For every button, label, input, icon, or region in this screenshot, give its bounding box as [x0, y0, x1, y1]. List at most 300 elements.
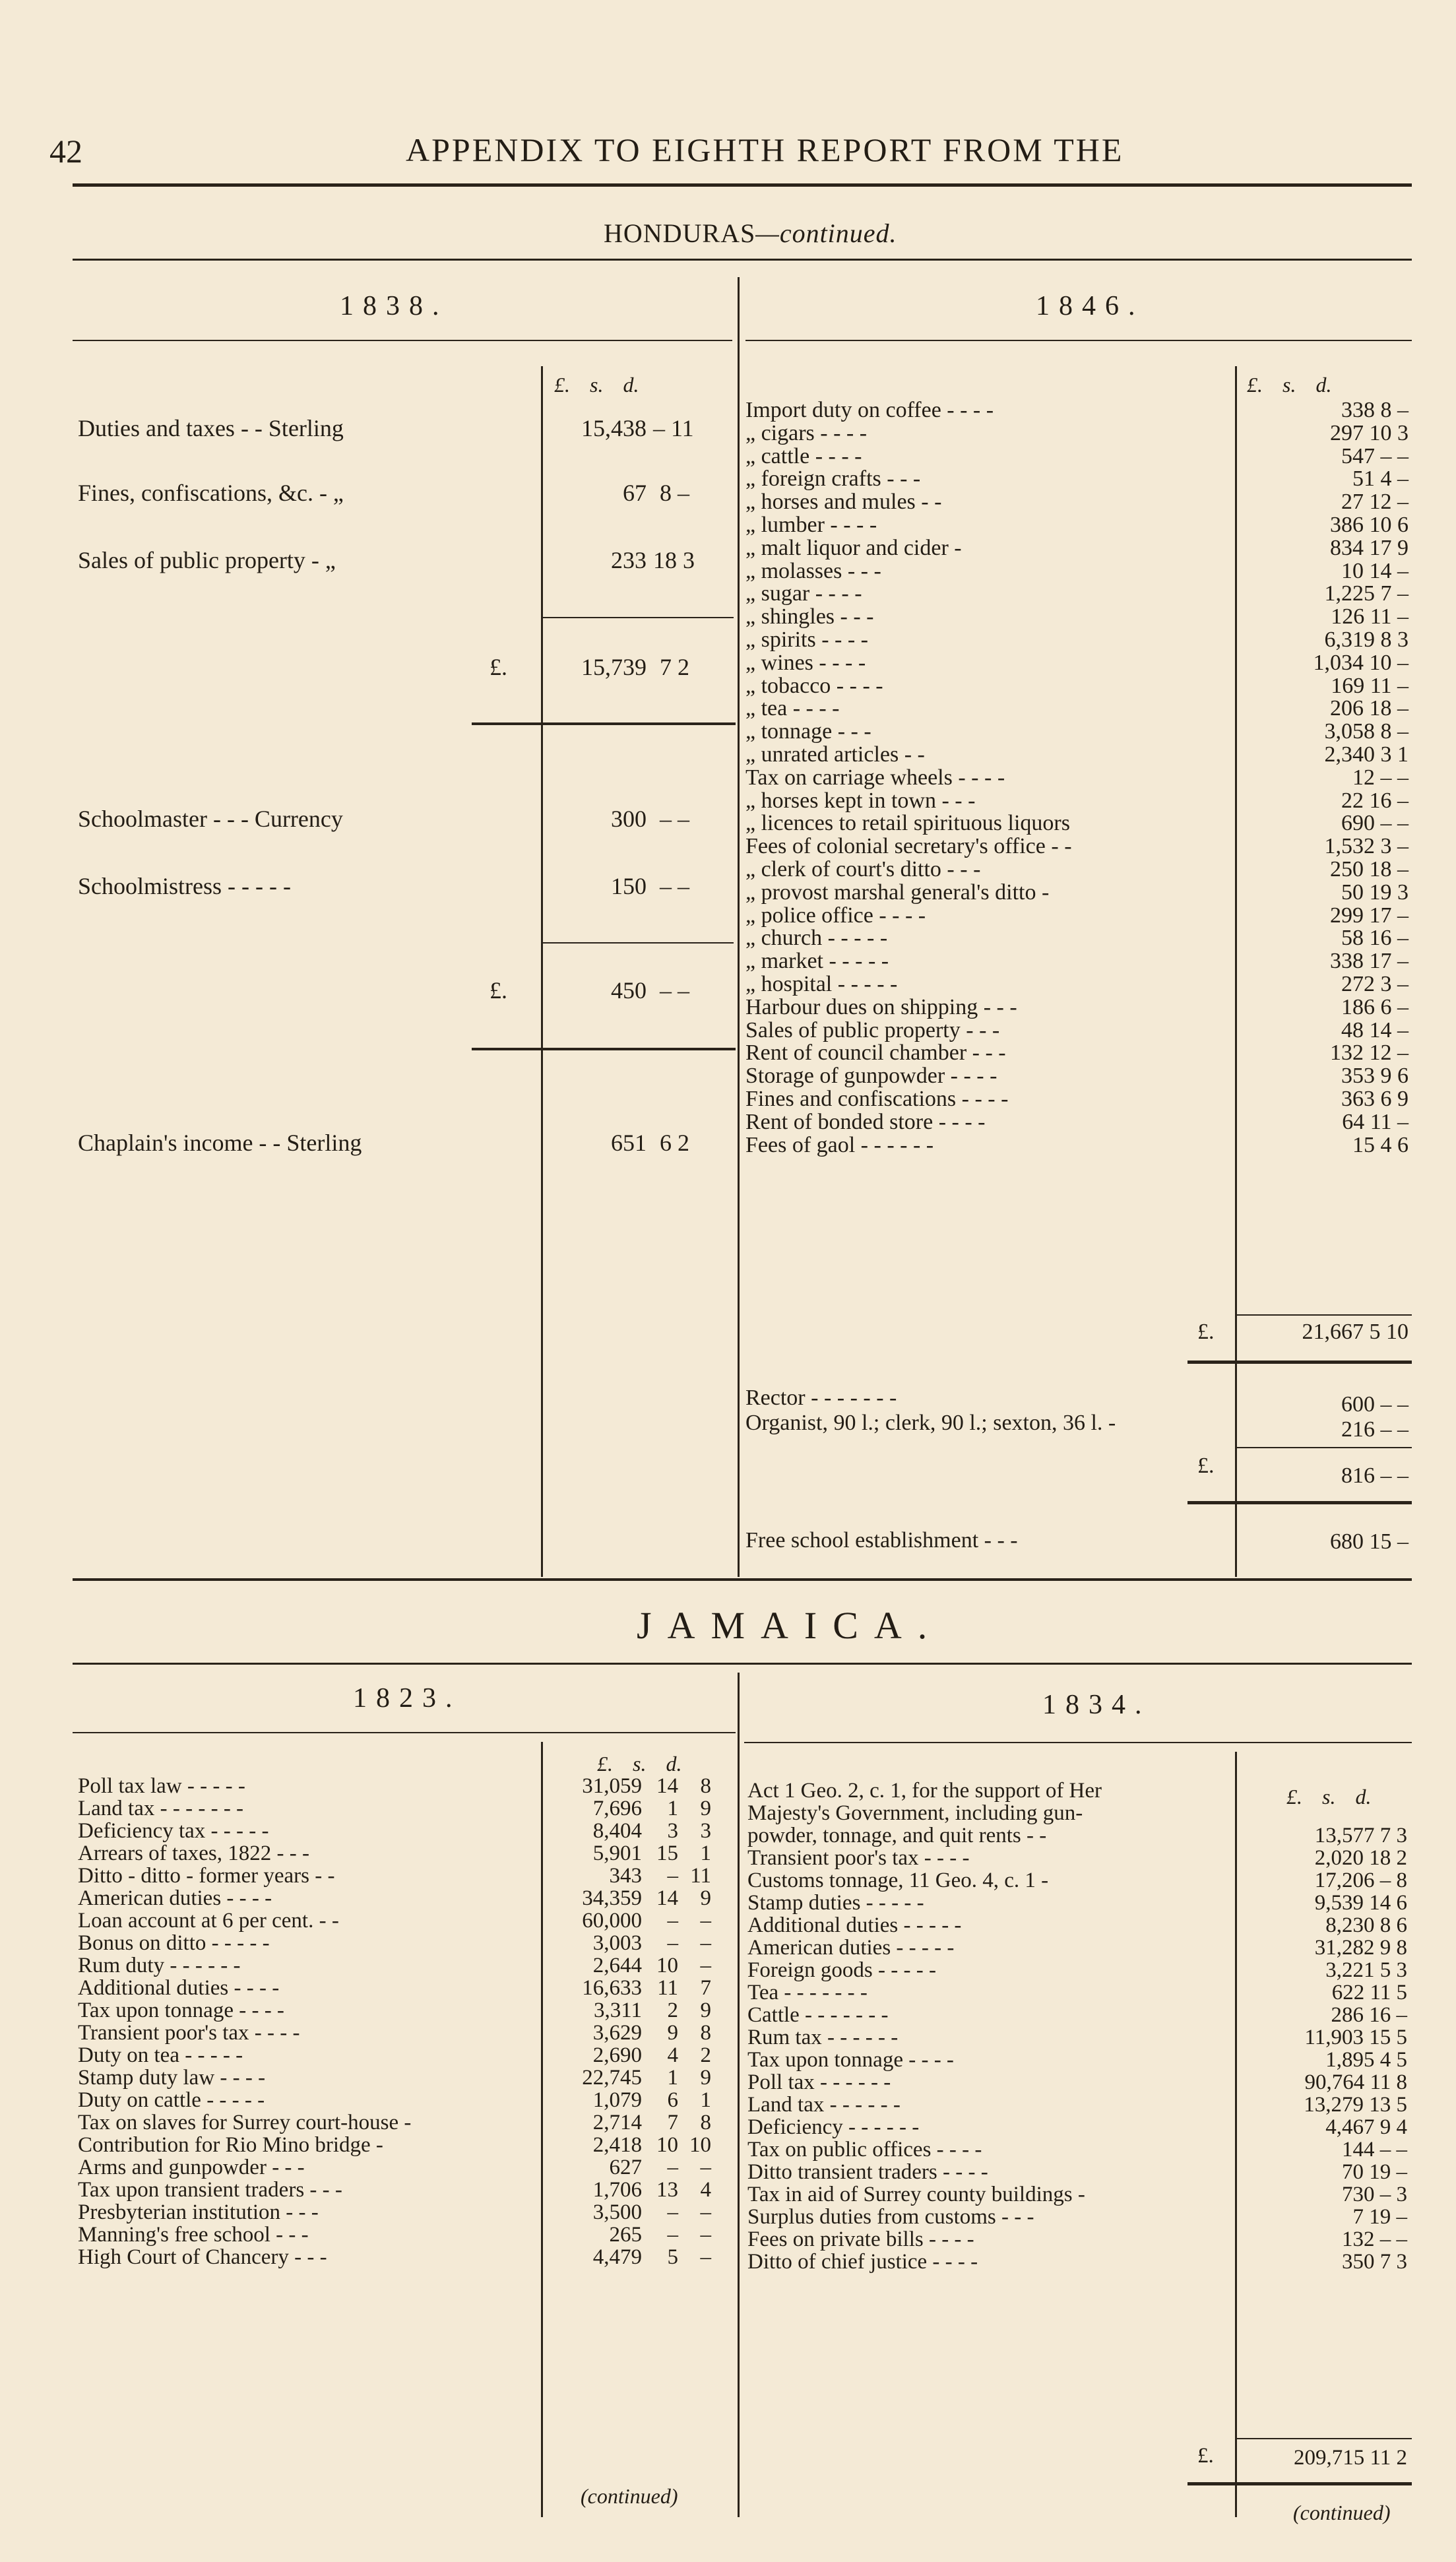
list-item [745, 468, 1412, 491]
h1846-amount: 15 4 6 [1352, 1132, 1409, 1157]
list-item [78, 1999, 738, 2022]
jamaica-top-rule [73, 1663, 1412, 1665]
h1846-label: Tax on carriage wheels - - - - [745, 765, 1005, 790]
list-item [78, 1865, 738, 1887]
j1834-label: Stamp duties - - - - - [747, 1891, 924, 1915]
rule-church-total [1187, 1501, 1412, 1504]
h1846-label: Sales of public property - - - [745, 1017, 1000, 1042]
j1834-label: Land tax - - - - - - [747, 2093, 901, 2117]
j1823-d: 10 [689, 2133, 711, 2157]
organist-label: Organist, 90 l.; clerk, 90 l.; sexton, 36 l. - [745, 1411, 1116, 1435]
honduras-top-rule [73, 259, 1412, 261]
list-item [745, 422, 1412, 445]
j1823-d: – [700, 1909, 711, 1933]
j1823-pounds: 627 [609, 2156, 642, 2179]
list-item [78, 2246, 738, 2268]
j1834-label: Tax on public offices - - - - [747, 2138, 982, 2162]
list-item [745, 445, 1412, 468]
j1823-label: Tax upon tonnage - - - - [78, 1999, 284, 2022]
j1823-pounds: 4,479 [592, 2245, 642, 2269]
h1846-total: 21,667 5 10 [1302, 1320, 1409, 1344]
j1823-s: 5 [667, 2245, 678, 2269]
j1823-pounds: 8,404 [592, 1819, 642, 1843]
j1834-amount: 70 19 – [1342, 2160, 1407, 2184]
h1838-row-pounds: 300 [611, 806, 647, 832]
h1846-amount: 12 – – [1352, 765, 1409, 790]
j1834-label: Ditto of chief justice - - - - [747, 2250, 978, 2274]
h1838-row-sd: 6 2 [660, 1130, 689, 1156]
h1846-label: Rent of bonded store - - - - [745, 1109, 986, 1134]
j1834-amount: 1,895 4 5 [1325, 2048, 1407, 2072]
h1838-row-sd: – – [660, 873, 689, 899]
j1823-pounds: 2,644 [592, 1954, 642, 1977]
h1846-amount: 1,532 3 – [1324, 834, 1409, 859]
list-item [745, 721, 1412, 744]
list-item [747, 2161, 1412, 2183]
h1846-label: „ foreign crafts - - - [745, 466, 921, 492]
j1823-label: Manning's free school - - - [78, 2223, 309, 2247]
h1846-label: „ tobacco - - - - [745, 673, 883, 698]
h1846-label: „ licences to retail spirituous liquors [745, 811, 1070, 836]
j1823-d: 2 [700, 2043, 711, 2067]
h1838-total-label: £. [490, 654, 507, 680]
h1838-row-label: Schoolmistress - - - - - [78, 873, 291, 899]
j1823-pounds: 7,696 [592, 1797, 642, 1820]
list-item [745, 583, 1412, 606]
j1823-pounds: 2,418 [592, 2133, 642, 2157]
j1823-list [78, 1775, 738, 2268]
h1846-amount: 22 16 – [1341, 788, 1409, 813]
j1834-label: Ditto transient traders - - - - [747, 2160, 988, 2184]
list-item [747, 2251, 1412, 2273]
j1823-s: 2 [667, 1999, 678, 2022]
j1823-d: 4 [700, 2178, 711, 2202]
rule-1834-total [1187, 2482, 1412, 2485]
j1823-s: – [667, 1909, 678, 1933]
j1823-label: Deficiency tax - - - - - [78, 1819, 269, 1843]
h1838-row-pounds: 150 [611, 873, 647, 899]
h1846-amount: 386 10 6 [1330, 512, 1409, 537]
rule-jamaica-center [738, 1673, 740, 2517]
h1846-label: „ molasses - - - [745, 558, 881, 583]
j1823-d: – [700, 2200, 711, 2224]
h1846-amount: 64 11 – [1342, 1109, 1409, 1134]
j1823-s: 6 [667, 2088, 678, 2112]
h1846-label: „ police office - - - - [745, 903, 926, 928]
j1834-label: Tax upon tonnage - - - - [747, 2048, 954, 2072]
list-item [747, 1914, 1412, 1937]
j1823-pounds: 2,690 [592, 2043, 642, 2067]
j1834-amount: 132 – – [1342, 2227, 1407, 2251]
h1846-label: „ horses and mules - - [745, 490, 942, 515]
h1846-label: Fees of colonial secretary's office - - [745, 834, 1072, 859]
j1834-label: Deficiency - - - - - - [747, 2115, 920, 2139]
h1846-amount: 58 16 – [1341, 926, 1409, 951]
j1834-label: Foreign goods - - - - - [747, 1958, 936, 1982]
list-item [745, 905, 1412, 928]
j1834-amount: 8,230 8 6 [1325, 1913, 1407, 1937]
h1838-row-label: Chaplain's income - - Sterling [78, 1130, 362, 1156]
j1823-s: 13 [656, 2178, 678, 2202]
h1846-amount: 6,319 8 3 [1324, 627, 1409, 652]
h1838-row-pounds: 233 [611, 547, 647, 573]
j1823-label: Transient poor's tax - - - - [78, 2021, 300, 2045]
h1838-total-pounds: 15,739 [581, 654, 647, 680]
j1823-s: – [667, 2200, 678, 2224]
money-head-1834: £. s. d. [1286, 1785, 1372, 1809]
list-item [745, 697, 1412, 721]
list-item [78, 1842, 738, 1865]
list-item [745, 1134, 1412, 1157]
j1834-amount: 17,206 – 8 [1314, 1869, 1407, 1892]
j1823-label: Rum duty - - - - - - [78, 1954, 241, 1977]
j1823-pounds: 22,745 [582, 2066, 642, 2090]
list-item [78, 1954, 738, 1977]
h1846-amount: 10 14 – [1341, 558, 1409, 583]
list-item [745, 950, 1412, 973]
j1823-d: – [700, 2223, 711, 2247]
rule-1838-subtotal-2 [542, 942, 734, 944]
j1834-label: American duties - - - - - [747, 1936, 955, 1960]
h1846-amount: 250 18 – [1330, 856, 1409, 881]
honduras-bottom-rule [73, 1578, 1412, 1581]
h1838-row-pounds: 67 [623, 480, 647, 506]
rule-1838-total-2 [472, 1048, 736, 1050]
year-1838: 1838. [340, 291, 449, 321]
j1834-total-label: £. [1197, 2444, 1214, 2468]
j1823-d: 11 [690, 1864, 711, 1888]
h1846-amount: 834 17 9 [1330, 535, 1409, 560]
continued-1823: (continued) [581, 2484, 678, 2508]
j1823-s: 9 [667, 2021, 678, 2045]
j1834-amount: 11,903 15 5 [1304, 2026, 1407, 2049]
h1846-list [745, 399, 1412, 1157]
list-item [78, 1887, 738, 1909]
j1823-pounds: 1,706 [592, 2178, 642, 2202]
rule-1834-subtotal [1237, 2438, 1412, 2439]
church-total: 816 – – [1341, 1463, 1409, 1488]
list-item [78, 2201, 738, 2224]
rule-1834-header [744, 1742, 1412, 1743]
money-head-1846: £. s. d. [1247, 373, 1332, 397]
free-school-amount: 680 15 – [1330, 1529, 1409, 1554]
list-item [745, 1088, 1412, 1111]
list-item [745, 881, 1412, 905]
h1838-row-sd: 8 – [660, 480, 689, 506]
h1846-label: „ horses kept in town - - - [745, 788, 976, 813]
church-total-label: £. [1197, 1454, 1215, 1478]
list-item [78, 1977, 738, 1999]
h1838-row-label: Duties and taxes - - Sterling [78, 415, 344, 441]
year-1823: 1823. [353, 1683, 462, 1713]
j1834-amount: 622 11 5 [1331, 1981, 1407, 2004]
h1846-amount: 2,340 3 1 [1324, 742, 1409, 767]
h1846-amount: 547 – – [1341, 443, 1409, 468]
list-item [747, 1847, 1412, 1869]
j1823-d: – [700, 2245, 711, 2269]
h1846-label: Rent of council chamber - - - [745, 1041, 1006, 1066]
page-number: 42 [49, 133, 82, 170]
j1823-label: Land tax - - - - - - - [78, 1797, 244, 1820]
h1846-label: „ spirits - - - - [745, 627, 869, 652]
list-item [78, 2066, 738, 2089]
list-item [745, 399, 1412, 422]
running-head: APPENDIX TO EIGHTH REPORT FROM THE [406, 131, 1124, 168]
list-item [78, 2224, 738, 2246]
h1846-amount: 27 12 – [1341, 490, 1409, 515]
list-item [745, 973, 1412, 996]
h1838-row-sd: 18 3 [653, 547, 695, 573]
list-item [745, 1111, 1412, 1134]
j1834-label: Tea - - - - - - - [747, 1981, 868, 2004]
list-item [745, 652, 1412, 675]
j1823-d: 9 [700, 1999, 711, 2022]
j1823-pounds: 34,359 [582, 1886, 642, 1910]
h1846-label: „ market - - - - - [745, 949, 889, 974]
j1823-label: High Court of Chancery - - - [78, 2245, 327, 2269]
j1823-pounds: 31,059 [582, 1774, 642, 1798]
rule-1838-amount-col [541, 366, 543, 1577]
h1846-amount: 1,034 10 – [1313, 650, 1409, 675]
jamaica-title: JAMAICA. [637, 1604, 943, 1647]
honduras-title-suffix: —continued. [755, 218, 897, 248]
list-item [747, 1869, 1412, 1892]
rule-1823-header [73, 1732, 736, 1733]
honduras-title [604, 218, 897, 249]
rule-1846-subtotal [1237, 1314, 1412, 1316]
j1823-d: 8 [700, 1774, 711, 1798]
h1846-label: „ hospital - - - - - [745, 971, 898, 996]
list-item [747, 1892, 1412, 1914]
h1846-label: „ church - - - - - [745, 926, 888, 951]
list-item [747, 2116, 1412, 2138]
h1846-label: „ tea - - - - [745, 696, 840, 721]
j1823-pounds: 16,633 [582, 1976, 642, 2000]
h1846-label: Import duty on coffee - - - - [745, 398, 994, 422]
j1823-d: – [700, 1954, 711, 1977]
free-school-label: Free school establishment - - - [745, 1528, 1018, 1553]
j1823-label: Duty on cattle - - - - - [78, 2088, 265, 2112]
list-item [78, 2089, 738, 2111]
rule-1838-subtotal-1 [542, 617, 734, 618]
j1823-label: Ditto - ditto - former years - - [78, 1864, 335, 1888]
h1846-amount: 353 9 6 [1341, 1064, 1409, 1089]
h1846-label: „ sugar - - - - [745, 581, 862, 606]
j1823-d: 3 [700, 1819, 711, 1843]
list-item [745, 514, 1412, 537]
j1823-label: American duties - - - - [78, 1886, 272, 1910]
j1823-label: Poll tax law - - - - - [78, 1774, 245, 1798]
h1846-amount: 690 – – [1341, 811, 1409, 836]
h1838-row-pounds: 15,438 [581, 415, 647, 441]
list-item [745, 996, 1412, 1019]
list-item [745, 927, 1412, 950]
j1823-pounds: 60,000 [582, 1909, 642, 1933]
rule-1846-total [1187, 1361, 1412, 1364]
h1846-label: „ clerk of court's ditto - - - [745, 856, 981, 881]
h1846-label: Fines and confiscations - - - - [745, 1086, 1009, 1111]
j1834-label: Additional duties - - - - - [747, 1913, 962, 1937]
list-item [745, 1065, 1412, 1088]
j1823-s: – [667, 2223, 678, 2247]
h1846-amount: 363 6 9 [1341, 1086, 1409, 1111]
list-item [745, 812, 1412, 835]
list-item [78, 2179, 738, 2201]
j1823-d: 1 [700, 2088, 711, 2112]
j1823-label: Presbyterian institution - - - [78, 2200, 319, 2224]
list-item [745, 1042, 1412, 1065]
j1823-s: 14 [656, 1886, 678, 1910]
j1823-label: Arms and gunpowder - - - [78, 2156, 305, 2179]
header-rule [73, 183, 1412, 187]
list-item [78, 1775, 738, 1797]
j1823-pounds: 343 [609, 1864, 642, 1888]
j1823-label: Contribution for Rio Mino bridge - [78, 2133, 383, 2157]
h1846-amount: 50 19 3 [1341, 880, 1409, 905]
h1846-amount: 48 14 – [1341, 1017, 1409, 1042]
j1823-s: – [667, 1931, 678, 1955]
list-item [78, 1932, 738, 1954]
j1823-d: 7 [700, 1976, 711, 2000]
list-item [747, 1802, 1412, 1824]
h1846-label: Fees of gaol - - - - - - [745, 1132, 934, 1157]
h1846-amount: 3,058 8 – [1324, 719, 1409, 744]
rector-amount: 600 – – [1341, 1392, 1409, 1417]
j1834-label: Fees on private bills - - - - [747, 2227, 974, 2251]
j1823-s: 7 [667, 2111, 678, 2134]
h1846-amount: 272 3 – [1341, 971, 1409, 996]
j1834-label: Customs tonnage, 11 Geo. 4, c. 1 - [747, 1869, 1049, 1892]
rector-label: Rector - - - - - - - [745, 1386, 897, 1410]
j1834-label: powder, tonnage, and quit rents - - [747, 1824, 1047, 1847]
j1834-label: Transient poor's tax - - - - [747, 1846, 970, 1870]
h1846-amount: 169 11 – [1331, 673, 1409, 698]
h1846-amount: 299 17 – [1330, 903, 1409, 928]
j1834-amount: 13,279 13 5 [1304, 2093, 1407, 2117]
list-item [78, 1797, 738, 1820]
j1834-label: Cattle - - - - - - - [747, 2003, 889, 2027]
list-item [745, 767, 1412, 790]
list-item [745, 675, 1412, 698]
j1834-amount: 144 – – [1342, 2138, 1407, 2162]
j1823-s: 10 [656, 2133, 678, 2157]
list-item [745, 790, 1412, 813]
j1834-label: Poll tax - - - - - - [747, 2070, 891, 2094]
h1846-label: „ cigars - - - - [745, 420, 868, 445]
list-item [745, 744, 1412, 767]
list-item [78, 2134, 738, 2156]
list-item [745, 491, 1412, 514]
list-item [78, 2156, 738, 2179]
j1823-d: – [700, 2156, 711, 2179]
list-item [747, 2206, 1412, 2228]
h1846-label: „ wines - - - - [745, 650, 866, 675]
year-1834: 1834. [1042, 1690, 1151, 1720]
j1834-amount: 286 16 – [1331, 2003, 1407, 2027]
j1823-pounds: 5,901 [592, 1841, 642, 1865]
h1846-label: Storage of gunpowder - - - - [745, 1064, 997, 1089]
j1823-label: Tax on slaves for Surrey court-house - [78, 2111, 412, 2134]
list-item [745, 835, 1412, 858]
h1846-label: „ lumber - - - - [745, 512, 877, 537]
list-item [747, 1824, 1412, 1847]
rule-1838-total-1 [472, 722, 736, 725]
money-head-1838: £. s. d. [554, 373, 639, 397]
continued-1834: (continued) [1293, 2501, 1391, 2524]
h1838-row-label: Sales of public property - „ [78, 547, 336, 573]
j1823-pounds: 1,079 [592, 2088, 642, 2112]
rule-1846-header [745, 340, 1412, 341]
list-item [747, 1937, 1412, 1959]
j1823-s: – [667, 2156, 678, 2179]
j1823-label: Arrears of taxes, 1822 - - - [78, 1841, 309, 1865]
h1846-label: „ shingles - - - [745, 604, 874, 629]
h1846-label: Harbour dues on shipping - - - [745, 994, 1017, 1019]
j1823-label: Tax upon transient traders - - - [78, 2178, 342, 2202]
h1838-row-sd: – 11 [653, 415, 694, 441]
list-item [745, 560, 1412, 583]
j1823-s: 1 [667, 1797, 678, 1820]
money-head-1823: £. s. d. [597, 1752, 682, 1776]
j1823-s: 4 [667, 2043, 678, 2067]
j1834-list [747, 1779, 1412, 2273]
j1823-s: 10 [656, 1954, 678, 1977]
year-1846: 1846. [1036, 291, 1145, 321]
list-item [745, 858, 1412, 881]
rule-church-subtotal [1237, 1447, 1412, 1448]
j1823-label: Stamp duty law - - - - [78, 2066, 266, 2090]
j1823-label: Additional duties - - - - [78, 1976, 280, 2000]
h1846-total-label: £. [1197, 1320, 1215, 1344]
list-item [747, 2228, 1412, 2251]
j1823-pounds: 3,629 [592, 2021, 642, 2045]
j1834-label: Surplus duties from customs - - - [747, 2205, 1034, 2229]
j1834-amount: 2,020 18 2 [1314, 1846, 1407, 1870]
j1823-d: 9 [700, 1797, 711, 1820]
list-item [745, 1019, 1412, 1042]
h1838-total2-pounds: 450 [611, 977, 647, 1004]
list-item [747, 2071, 1412, 2094]
list-item [78, 2044, 738, 2066]
j1834-label: Act 1 Geo. 2, c. 1, for the support of Her [747, 1779, 1102, 1803]
h1838-total-sd: 7 2 [660, 654, 689, 680]
j1823-d: 1 [700, 1841, 711, 1865]
j1834-amount: 7 19 – [1352, 2205, 1407, 2229]
honduras-title-text: HONDURAS [604, 218, 756, 248]
j1823-d: – [700, 1931, 711, 1955]
h1838-row-label: Schoolmaster - - - Currency [78, 806, 343, 832]
j1834-amount: 13,577 7 3 [1314, 1824, 1407, 1847]
j1823-pounds: 3,003 [592, 1931, 642, 1955]
list-item [747, 2049, 1412, 2071]
h1846-amount: 297 10 3 [1330, 420, 1409, 445]
j1823-s: 3 [667, 1819, 678, 1843]
list-item [747, 1981, 1412, 2004]
h1846-amount: 132 12 – [1330, 1041, 1409, 1066]
list-item [747, 1959, 1412, 1981]
j1834-amount: 4,467 9 4 [1325, 2115, 1407, 2139]
h1846-label: „ cattle - - - - [745, 443, 862, 468]
j1834-label: Rum tax - - - - - - [747, 2026, 899, 2049]
j1834-amount: 9,539 14 6 [1314, 1891, 1407, 1915]
j1823-d: 8 [700, 2021, 711, 2045]
j1834-total: 209,715 11 2 [1293, 2446, 1407, 2470]
h1838-row-pounds: 651 [611, 1130, 647, 1156]
organist-amount: 216 – – [1341, 1417, 1409, 1442]
j1823-d: 8 [700, 2111, 711, 2134]
h1846-amount: 186 6 – [1341, 994, 1409, 1019]
list-item [745, 629, 1412, 652]
